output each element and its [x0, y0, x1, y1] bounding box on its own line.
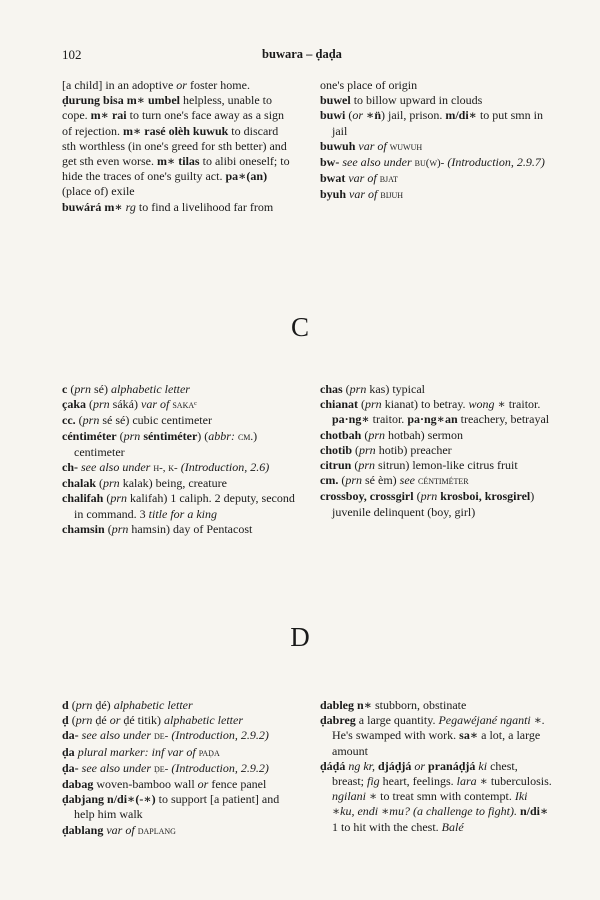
headword: n/di∗ [519, 804, 549, 819]
column-left-continued [62, 78, 290, 215]
dictionary-entry [320, 713, 552, 759]
headword: chotib [320, 442, 353, 457]
entry-text: sáká) [109, 397, 141, 412]
entry-text: one's place of origin [320, 78, 418, 92]
dictionary-entry [320, 187, 548, 203]
headword: cc. [62, 413, 76, 428]
entry-text: rg [125, 199, 136, 214]
headword: pa·ng∗an [407, 412, 458, 427]
entry-text: heart, feelings. [379, 774, 457, 789]
entry-text: paḍa [198, 746, 220, 759]
section-letter-c: C [290, 312, 309, 342]
entry-text: var of [106, 822, 135, 837]
entry-text: prn [82, 413, 100, 428]
entry-text: kas) typical [366, 382, 425, 396]
entry-text: abbr: [208, 428, 235, 443]
entry-text: lara ∗ [456, 774, 488, 789]
entry-text: ḍe- [154, 762, 169, 775]
headword: séntiméter [143, 428, 198, 443]
entry-text: prn [93, 397, 110, 412]
dictionary-entry [62, 382, 300, 397]
entry-text: hamsin) day of Pentacost [128, 521, 253, 536]
headword: citrun [320, 458, 352, 473]
headword: ḍa [62, 744, 75, 759]
headword: ∗n̈ [366, 108, 381, 123]
entry-text: or [176, 78, 187, 92]
entry-text: ( [96, 476, 104, 491]
running-head: buwara – ḍaḍa [262, 47, 342, 61]
entry-text: a lot, a large amount [332, 728, 541, 758]
entry-text: ( [361, 427, 369, 442]
entry-text: traitor. [369, 412, 408, 427]
entry-text: var of [348, 171, 377, 186]
entry-text: wong ∗ [468, 397, 506, 412]
entry-text: ( [351, 458, 359, 473]
entry-text: (place of) exile [62, 184, 135, 199]
entry-text: see [399, 473, 415, 488]
entry-text: prn [123, 428, 141, 443]
entry-text: sakaᶜ [172, 399, 197, 412]
entry-text: Balé [441, 819, 464, 834]
entry-text: see also under [81, 460, 151, 475]
dictionary-entry [320, 473, 552, 489]
dictionary-entry [62, 491, 300, 521]
entry-text: prn [75, 713, 93, 728]
headword: m/di∗ [445, 108, 477, 123]
entry-text: ( [104, 521, 112, 536]
entry-text: sé sé) cubic centimeter [99, 413, 212, 428]
headword: chamsin [62, 521, 105, 536]
entry-text: kalifah) 1 caliph. 2 deputy, second in command. 3 [74, 491, 295, 521]
entry-text: prn [110, 491, 128, 506]
headword: da- [62, 728, 79, 743]
entry-text: ( [86, 397, 93, 412]
headword: bw- [320, 155, 340, 170]
entry-text: ( [75, 413, 83, 428]
entry-text: stubborn, obstinate [371, 698, 467, 712]
dictionary-entry [62, 200, 290, 215]
entry-text: prn [74, 382, 91, 396]
entry-text: or [414, 758, 426, 773]
entry-text: title for a king [148, 506, 217, 521]
entry-text: kianat) to betray. [381, 397, 469, 412]
entry-text: prn [75, 698, 93, 712]
headword: m∗ tilas [156, 154, 200, 169]
headword: ch- [62, 460, 78, 475]
entry-text: alphabetic letter [113, 698, 193, 712]
entry-text: helpless, unable to cope. [62, 93, 272, 123]
entry-text: cm. [237, 430, 254, 443]
section-letter-d: D [290, 622, 310, 652]
entry-text: alphabetic letter [164, 713, 244, 728]
entry-text: 1 to hit with the chest. [332, 819, 442, 834]
entry-text: to support [a patient] and help him walk [74, 792, 280, 822]
entry-text: ḍé) [92, 698, 114, 712]
entry-text: hotbah) sermon [385, 427, 463, 442]
dictionary-entry [320, 458, 552, 473]
entry-text: see also under [81, 760, 151, 775]
headword: chas [320, 382, 343, 396]
entry-text: bijuh [380, 189, 404, 202]
headword: ḍabjang [62, 792, 105, 807]
headword: ḍurung bisa m∗ umbel [62, 93, 180, 108]
entry-text: see also under [342, 155, 412, 170]
entry-text: or [352, 108, 364, 123]
dictionary-entry [320, 171, 548, 187]
dictionary-entry [62, 397, 300, 413]
entry-text: ( [67, 382, 75, 396]
headword: céntiméter [62, 428, 117, 443]
entry-text: woven-bamboo wall [93, 777, 198, 792]
entry-text: ( [358, 397, 366, 412]
dictionary-entry [62, 713, 300, 728]
entry-text: to alibi oneself; to hide the traces of one's guilty act. [62, 154, 290, 184]
headword: cm. [320, 473, 339, 488]
dictionary-entry [62, 792, 300, 822]
entry-text: kalak) being, creature [119, 476, 227, 491]
entry-text: ( [413, 489, 421, 504]
dictionary-entry [320, 698, 552, 713]
entry-text: (Introduction, 2.9.2) [171, 760, 269, 775]
entry-text: ( [68, 713, 76, 728]
dictionary-entry [62, 761, 300, 777]
entry-text: var of [141, 397, 170, 412]
headword: chalifah [62, 491, 104, 506]
headword: dableg [320, 698, 355, 712]
dictionary-entry [62, 429, 300, 460]
headword: pranáḍjá [428, 758, 476, 773]
headword: ḍabreg [320, 713, 356, 728]
column-left-d-entries [62, 698, 300, 839]
entry-text: var of [358, 138, 387, 153]
entry-text: sé èm) [362, 473, 400, 488]
entry-text: wuwuh [389, 140, 423, 153]
entry-text: tuberculosis. [487, 774, 552, 789]
headword: buwel [320, 93, 351, 108]
entry-text: prn [368, 427, 386, 442]
entry-text: or [109, 713, 121, 728]
headword: m∗ rai [90, 108, 127, 123]
entry-text: Iki ∗ku, endi ∗mu? (a challenge to fight). [332, 789, 528, 819]
column-right-b-entries [320, 78, 548, 204]
dictionary-entry [320, 382, 552, 397]
entry-text: to find a livelihood far from [135, 199, 274, 214]
entry-text: (Introduction, 2.6) [180, 460, 270, 475]
entry-text: ( [116, 428, 124, 443]
dictionary-entry [320, 397, 552, 427]
entry-text: treachery, betrayal [457, 412, 550, 427]
entry-text: fig [367, 774, 380, 789]
headword: çaka [62, 397, 86, 412]
column-right-d-entries [320, 698, 552, 835]
entry-text: ḍé titik) [120, 713, 165, 728]
headword: d [62, 698, 69, 712]
entry-text: ḍé [92, 713, 110, 728]
dictionary-entry [62, 823, 300, 839]
entry-text: alphabetic letter [111, 382, 190, 396]
headword: buwi [320, 108, 346, 123]
entry-text: fence panel [208, 777, 267, 792]
headword: pa·ng∗ [332, 412, 370, 427]
dictionary-entry [320, 155, 548, 171]
dictionary-entry [320, 759, 552, 835]
dictionary-entry [320, 93, 548, 108]
entry-text: sitrun) lemon-like citrus fruit [375, 458, 518, 473]
entry-text: to turn one's face away as a sign of rejection. [62, 108, 285, 138]
page-number: 102 [62, 47, 82, 62]
entry-text: ) ( [197, 428, 209, 443]
entry-text: sé) [91, 382, 111, 396]
entry-text: ) centimeter [74, 428, 258, 459]
headword: crossboy, crossgirl [320, 489, 414, 504]
entry-text: foster home. [186, 78, 250, 92]
dictionary-entry [320, 489, 552, 519]
dictionary-entry [62, 745, 300, 761]
headword: ḍablang [62, 822, 104, 837]
entry-text: ngilani ∗ [332, 789, 378, 804]
entry-text: to put smn in jail [332, 108, 543, 138]
column-right-c-entries [320, 382, 552, 520]
dictionary-entry [320, 108, 548, 138]
page-header [62, 47, 542, 65]
entry-text: He's swamped with work. [332, 728, 460, 743]
entry-text: bu(w)- [414, 157, 445, 170]
entry-text: prn [420, 489, 438, 504]
headword: chotbah [320, 427, 362, 442]
headword: chianat [320, 397, 359, 412]
headword: sa∗ [459, 728, 479, 743]
entry-text: to discard sth worthless (in one's greed for sth better) and get sth even worse. [62, 123, 287, 169]
column-left-c-entries [62, 382, 300, 537]
entry-text: see also under [81, 728, 151, 743]
entry-text: ki [478, 758, 488, 773]
entry-text: prn [349, 382, 367, 396]
entry-text: chest, breast; [332, 758, 518, 789]
headword: buwuh [320, 138, 356, 153]
entry-text: prn [358, 458, 376, 473]
entry-text: ( [103, 491, 111, 506]
entry-text: traitor. [505, 397, 541, 412]
entry-text: ( [338, 473, 346, 488]
entry-text: prn [103, 476, 120, 491]
headword: ḍ [62, 713, 69, 728]
headword: buwárá [62, 199, 102, 214]
headword: c [62, 382, 68, 396]
dictionary-entry [62, 93, 290, 199]
headword: n/di∗(-∗) [107, 792, 156, 807]
entry-text: (Introduction, 2.9.2) [171, 728, 269, 743]
dictionary-entry [62, 413, 300, 428]
entry-text: var of [349, 187, 378, 202]
entry-text: to treat smn with contempt. [377, 789, 515, 804]
entry-text: ) juvenile delinquent (boy, girl) [332, 489, 535, 519]
dictionary-entry [320, 78, 548, 93]
headword: bwat [320, 171, 346, 186]
headword: m∗ rasé olèh kuwuk [122, 123, 229, 138]
headword: chalak [62, 476, 97, 491]
headword: m∗ [104, 199, 123, 214]
headword: djáḍjá [378, 758, 412, 773]
headword: pa∗(an) [225, 169, 268, 184]
entry-text: plural marker: inf var of [77, 744, 196, 759]
headword: n∗ [357, 698, 372, 712]
entry-text: ( [352, 442, 360, 457]
entry-text: ng kr, [348, 758, 376, 773]
dictionary-entry [320, 428, 552, 443]
dictionary-entry [62, 698, 300, 713]
entry-text: bjat [379, 173, 398, 186]
entry-text: ( [342, 382, 350, 396]
entry-text: (Introduction, 2.9.7) [447, 155, 545, 170]
entry-text: de- [154, 730, 169, 743]
entry-text: prn [345, 473, 362, 488]
entry-text: Pegawéjané nganti ∗. [438, 713, 545, 728]
entry-text: [a child] in an adoptive [62, 78, 177, 92]
dictionary-entry [62, 522, 300, 537]
headword: ḍáḍá [320, 758, 346, 773]
entry-text: prn [111, 521, 129, 536]
entry-text: h-, k- [153, 462, 178, 475]
dictionary-entry [62, 476, 300, 491]
entry-text: ( [345, 108, 353, 123]
entry-text: ( [68, 698, 76, 712]
headword: byuh [320, 187, 347, 202]
entry-text: céntiméter [417, 475, 469, 488]
headword: dabag [62, 777, 94, 792]
entry-text: ) jail, prison. [381, 108, 446, 123]
headword: ḍa- [62, 760, 79, 775]
entry-text: daplang [137, 824, 176, 837]
dictionary-entry [62, 777, 300, 792]
entry-text: to billow upward in clouds [350, 93, 483, 108]
entry-text: prn [359, 442, 376, 457]
entry-text: hotib) preacher [375, 442, 452, 457]
dictionary-entry [62, 728, 300, 744]
dictionary-entry [320, 139, 548, 155]
dictionary-entry [62, 78, 290, 93]
headword: krosboi, krosgirel [440, 489, 531, 504]
dictionary-entry [320, 443, 552, 458]
entry-text: a large quantity. [355, 713, 439, 728]
dictionary-entry [62, 460, 300, 476]
entry-text: prn [365, 397, 382, 412]
entry-text: or [197, 777, 209, 792]
